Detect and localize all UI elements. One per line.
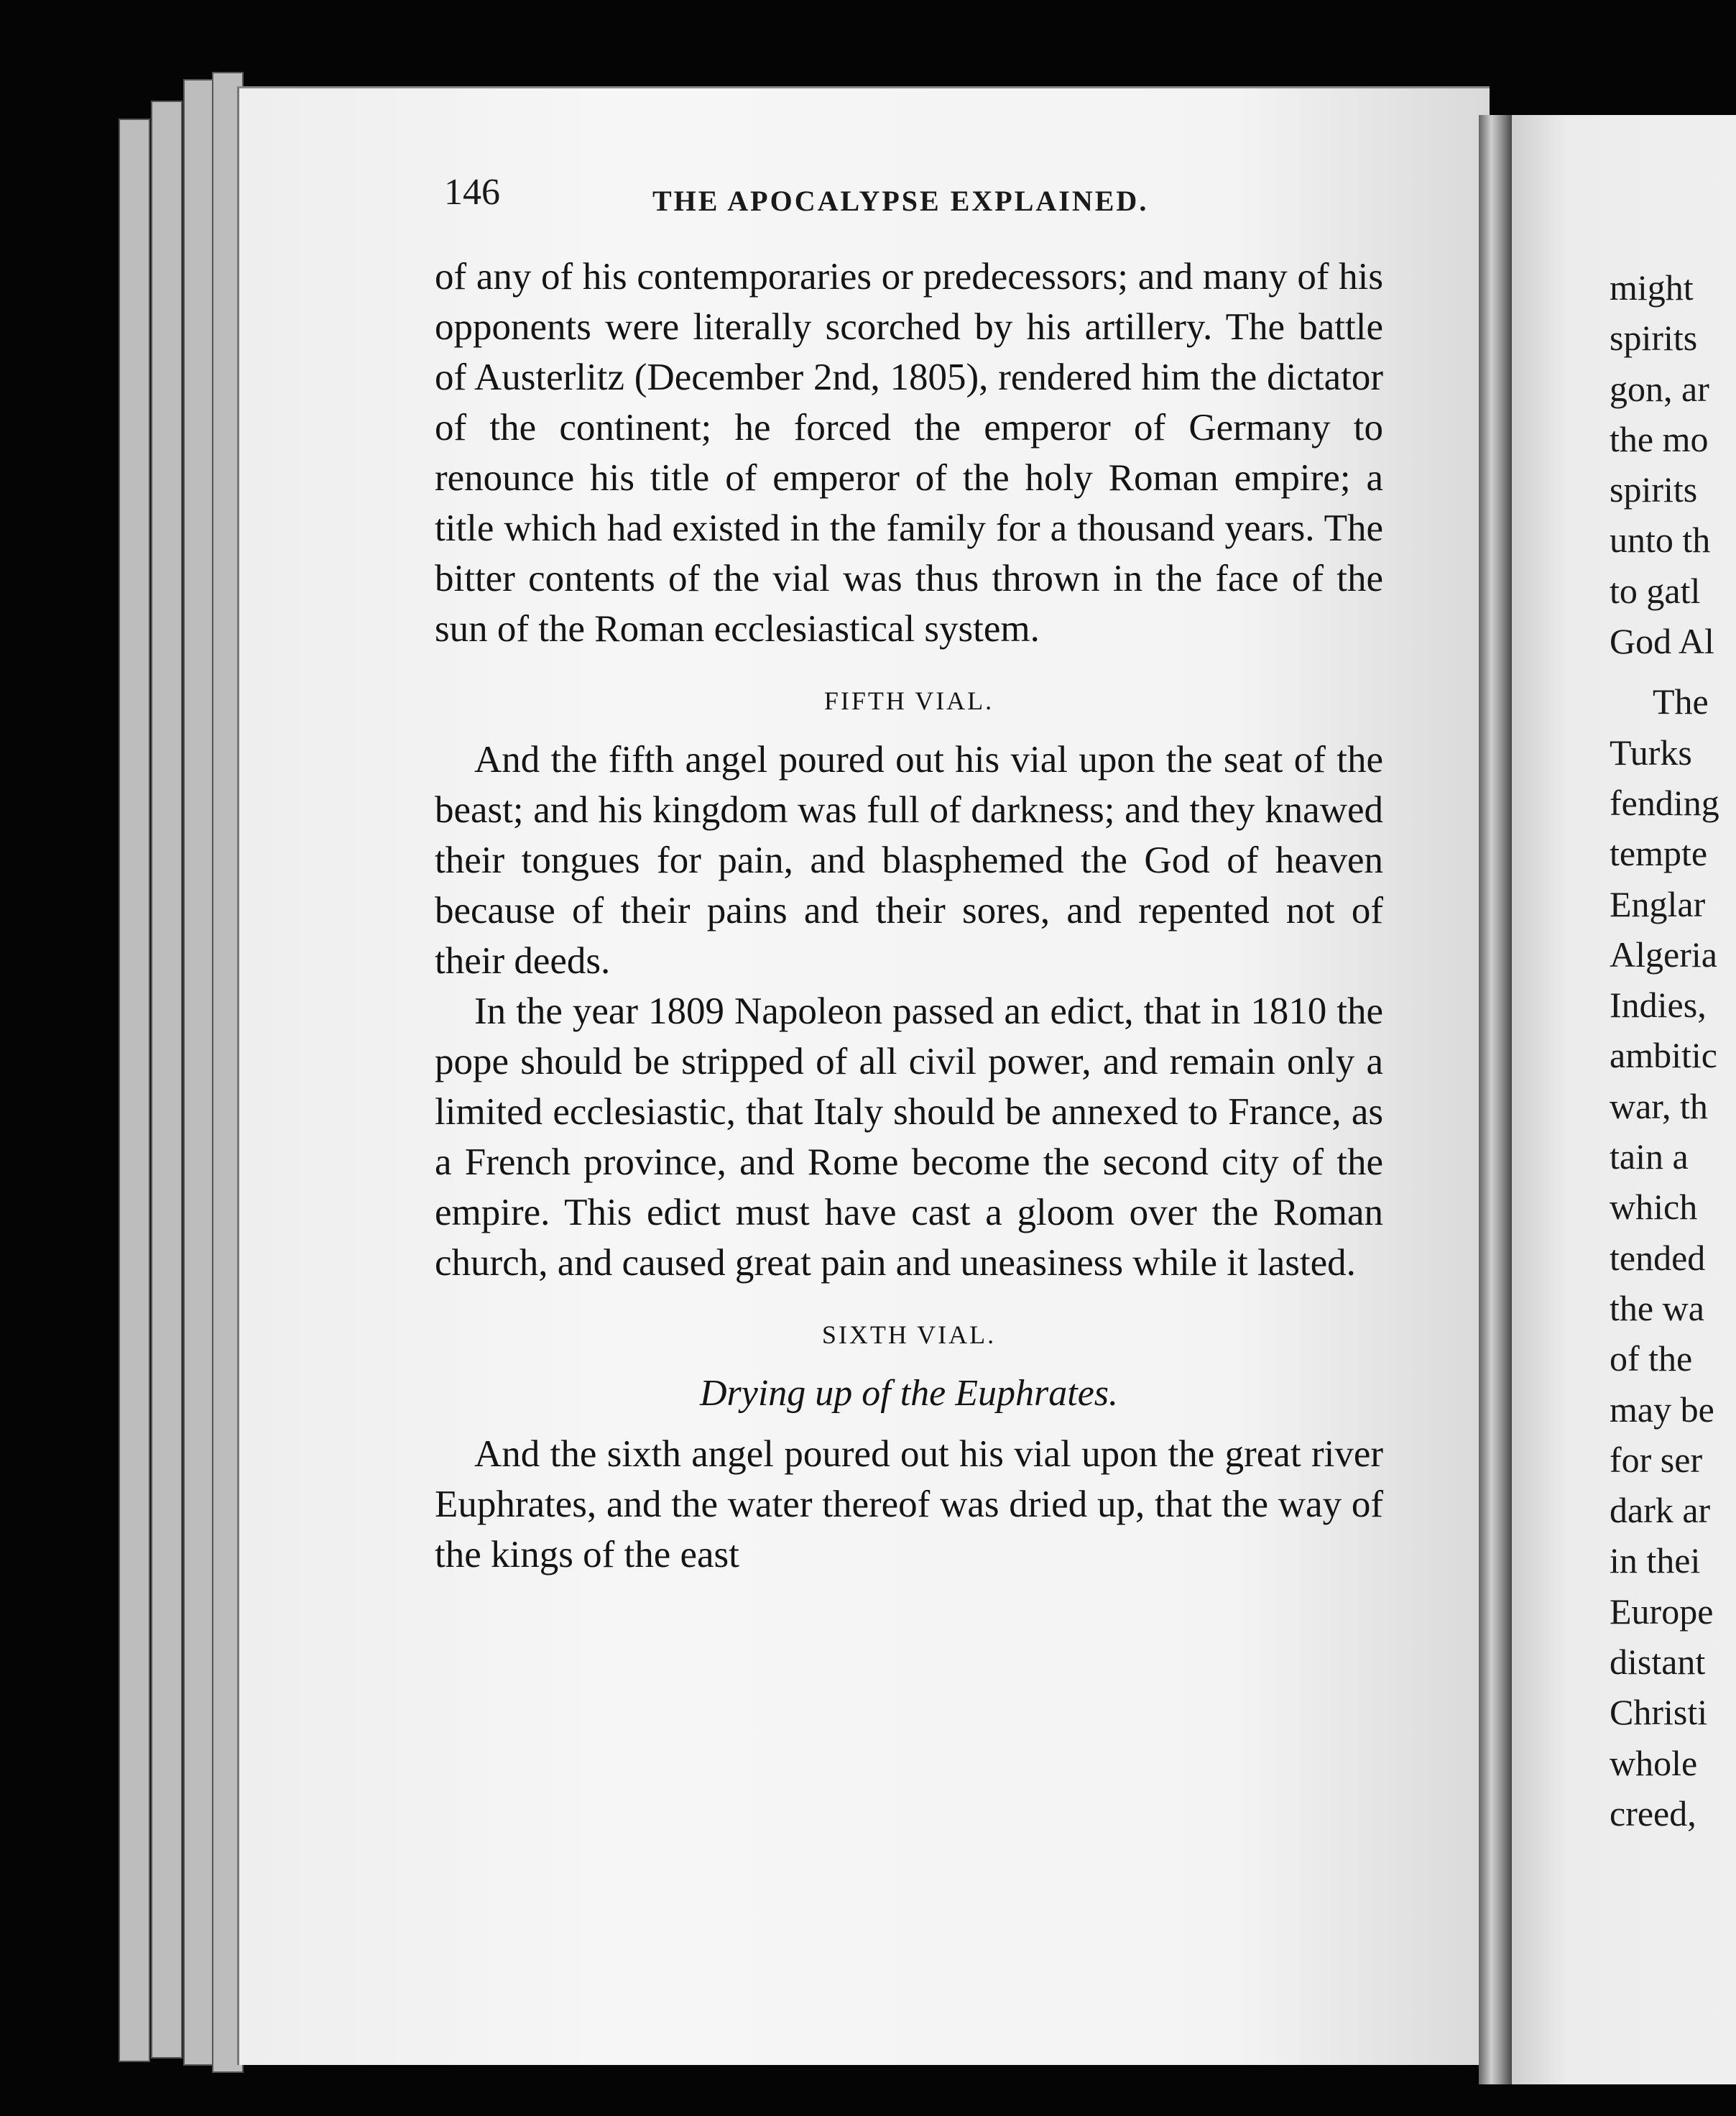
right-page-line: in thei [1610, 1540, 1701, 1581]
right-page-line: tain a [1610, 1136, 1689, 1177]
section-subtitle: Drying up of the Euphrates. [699, 1373, 1119, 1414]
book-gutter [1479, 115, 1515, 2084]
paragraph: In the year 1809 Napoleon passed an edict, that in 1810 the pope should be stripped of all civil power, and remain only a limited ecclesiastic, that Italy should be annexed to France, as a French province, and Rome become the second city of the empire. This edict must have cast a gloom over the Roman church, and caused great pain and uneasiness while it lasted. [435, 990, 1383, 1284]
right-page-line: may be [1610, 1389, 1714, 1430]
page-body [435, 252, 1383, 1580]
section-heading: FIFTH VIAL. [823, 686, 994, 715]
page-stack-edge [119, 119, 150, 2062]
right-page-line: Christi [1610, 1692, 1708, 1733]
right-page-line: dark ar [1610, 1490, 1711, 1531]
right-page-line: creed, [1610, 1793, 1696, 1834]
paragraph: And the sixth angel poured out his vial upon the great river Euphrates, and the water thereof was dried up, that the way of the kings of the east [435, 1433, 1383, 1576]
right-page-line: Indies, [1610, 985, 1707, 1026]
right-page-line: whole [1610, 1742, 1698, 1783]
right-page-line: the mo [1610, 418, 1709, 459]
page-header [444, 171, 1349, 229]
right-page-line: might [1610, 267, 1694, 308]
right-page-line: unto th [1610, 520, 1711, 561]
right-page-line: distant [1610, 1642, 1706, 1683]
paragraph: of any of his contemporaries or predecessors; and many of his opponents were literally scorched by his artillery. The battle of Austerlitz (December 2nd, 1805), rendered him the dictator of the continent; he forced the emperor of Germany to renounce his title of emperor of the holy Roman empire; a title which had existed in the family for a thousand years. The bitter contents of the vial was thus thrown in the face of the sun of the Roman ecclesiastical system. [435, 256, 1383, 650]
page-stack-edge [183, 79, 215, 2066]
right-page-line: The [1653, 681, 1709, 722]
right-page-line: ambitic [1610, 1035, 1717, 1076]
right-page-line: God Al [1610, 621, 1714, 662]
right-page-line: war, th [1610, 1085, 1708, 1126]
right-page-text [1610, 262, 1719, 1839]
page-number: 146 [444, 172, 500, 213]
section-heading: SIXTH VIAL. [821, 1320, 997, 1349]
paragraph: And the fifth angel poured out his vial upon the seat of the beast; and his kingdom was full of darkness; and they knawed their tongues for pain, and blasphemed the God of heaven because of their pains and their sores, and repented not of their deeds. [435, 739, 1383, 982]
right-page-line: tended [1610, 1237, 1706, 1278]
right-page-line: tempte [1610, 833, 1708, 874]
right-page-line: to gatl [1610, 570, 1701, 611]
right-page-line: Europe [1610, 1591, 1714, 1632]
right-page-line: Turks [1610, 732, 1692, 773]
right-page-line: of the [1610, 1338, 1693, 1379]
right-page-line: spirits [1610, 318, 1698, 359]
page-stack-edge [151, 101, 183, 2058]
right-page-line: gon, ar [1610, 368, 1709, 409]
right-page-line: which [1610, 1187, 1698, 1228]
right-page-line: Algeria [1610, 934, 1717, 975]
right-page-line: Englar [1610, 883, 1706, 924]
running-head: THE APOCALYPSE EXPLAINED. [652, 185, 1149, 217]
right-page-line: the wa [1610, 1287, 1704, 1328]
right-page-line: spirits [1610, 469, 1698, 510]
right-page-line: fending [1610, 782, 1719, 823]
right-page-line: for ser [1610, 1439, 1703, 1480]
